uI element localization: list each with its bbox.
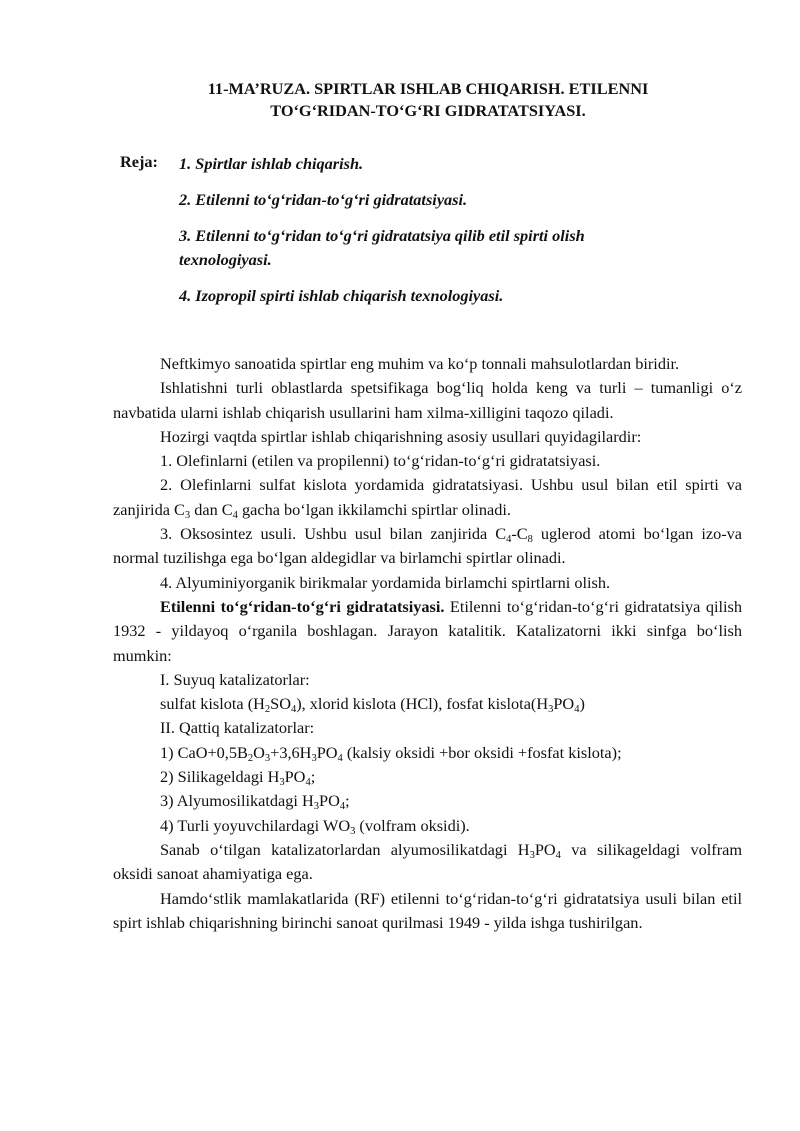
paragraph: 3) Alyumosilikatdagi $H_3PO_4$; — [160, 791, 350, 813]
title-line-2: TO‘G‘RIDAN-TO‘G‘RI GIDRATATSIYASI. — [270, 101, 586, 120]
plan-item-line: texnologiyasi. — [179, 250, 272, 269]
paragraph: 3. Oksosintez usuli. Ushbu usul bilan zanjirida $C_4-C_8$ uglerod atomi bo‘lgan izo-va normal tuzilishga ega bo‘lgan aldegidlar va birlamchi spirtlar olinadi. — [113, 524, 742, 568]
paragraph: 1. Olefinlarni (etilen va propilenni) to‘g‘ridan-to‘g‘ri gidratatsiyasi. — [160, 451, 601, 471]
plan-item: 2. Etilenni to‘g‘ridan-to‘g‘ri gidratatsiyasi. — [179, 190, 468, 209]
lecture-body — [113, 352, 742, 935]
plan-item: 1. Spirtlar ishlab chiqarish. — [179, 154, 364, 173]
paragraph: 4) Turli yoyuvchilardagi $WO_3$ (volfram oksidi). — [160, 815, 470, 837]
title-line-1: 11-MA’RUZA. SPIRTLAR ISHLAB CHIQARISH. ETILENNI — [207, 79, 649, 98]
paragraph: II. Qattiq katalizatorlar: — [160, 718, 315, 738]
paragraph: Etilenni to‘g‘ridan-to‘g‘ri gidratatsiyasi. Etilenni to‘g‘ridan-to‘g‘ri gidratatsiya qilish 1932 - yildayoq o‘rganila boshlagan. Jarayon katalitik. Katalizatorni ikki sinfga bo‘lish mumkin: — [113, 596, 743, 665]
section-heading: Etilenni to‘g‘ridan-to‘g‘ri gidratatsiyasi. — [160, 596, 445, 616]
paragraph: 2. Olefinlarni sulfat kislota yordamida gidratatsiyasi. Ushbu usul bilan etil spirti va zanjirida $C_3$ dan $C_4$ gacha bo‘lgan ikkilamchi spirtlar olinadi. — [113, 475, 742, 521]
paragraph: 4. Alyuminiyorganik birikmalar yordamida birlamchi spirtlarni olish. — [160, 572, 611, 592]
paragraph: Sanab o‘tilgan katalizatorlardan alyumosilikatdagi $H_3PO_4$ va silikageldagi volfram oksidi sanoat ahamiyatiga ega. — [113, 839, 743, 884]
plan-label: Reja: — [120, 152, 158, 171]
plan-item-line: 3. Etilenni to‘g‘ridan to‘g‘ri gidratatsiya qilib etil spirti olish — [179, 226, 585, 245]
paragraph: Hozirgi vaqtda spirtlar ishlab chiqarishning asosiy usullari quyidagilardir: — [160, 426, 642, 446]
page-title — [60, 78, 796, 122]
paragraph: Ishlatishni turli oblastlarda spetsifikaga bog‘liq holda keng va turli – tumanligi o‘z navbatida ularni ishlab chiqarish usullarini ham xilma-xilligini taqozo qiladi. — [113, 378, 742, 422]
paragraph: Neftkimyo sanoatida spirtlar eng muhim va ko‘p tonnali mahsulotlardan biridir. — [160, 354, 680, 373]
plan-item — [179, 224, 719, 272]
paragraph: 1) $CaO+0,5B_2O_3+3,6H_3PO_4$ (kalsiy oksidi +bor oksidi +fosfat kislota); — [160, 742, 622, 764]
plan-list — [179, 152, 719, 320]
paragraph: 2) Silikageldagi $H_3PO_4$; — [160, 767, 316, 789]
paragraph: sulfat kislota $(H_2SO_4)$, xlorid kislota (HCl), fosfat $kislota(H_3PO_4)$ — [160, 694, 585, 716]
plan-item: 4. Izopropil spirti ishlab chiqarish texnologiyasi. — [179, 286, 504, 305]
paragraph: I. Suyuq katalizatorlar: — [160, 669, 310, 689]
paragraph: Hamdo‘stlik mamlakatlarida (RF) etilenni to‘g‘ridan-to‘g‘ri gidratatsiya usuli bilan etil spirt ishlab chiqarishning birinchi sanoat qurilmasi 1949 - yilda ishga tushirilgan. — [113, 888, 742, 932]
